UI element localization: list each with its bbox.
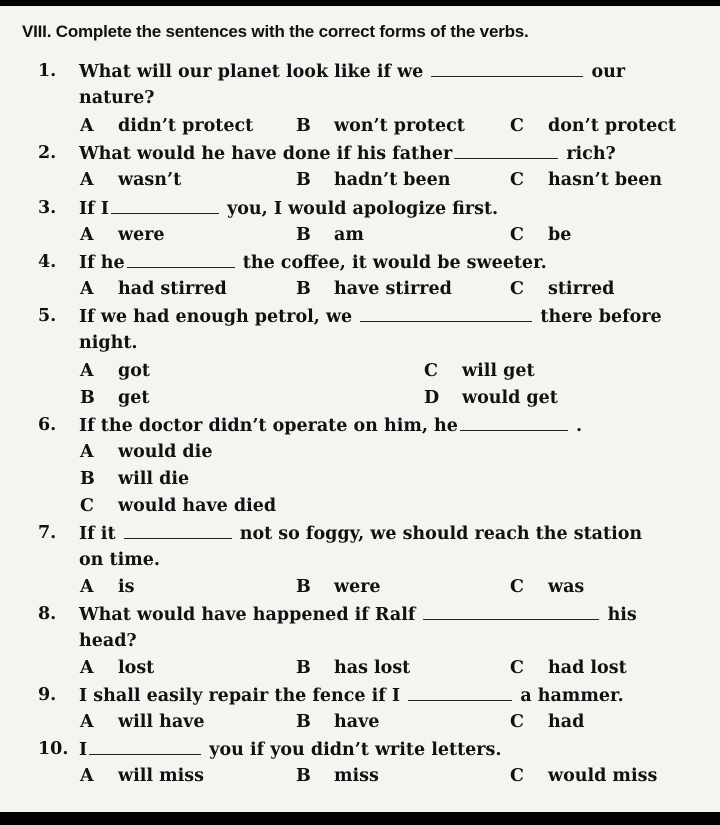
answer-blank[interactable]	[460, 412, 568, 431]
option-c[interactable]: C had lost	[510, 658, 627, 678]
question-text: What will our planet look like if we our	[79, 58, 625, 86]
option-b[interactable]: B were	[296, 577, 381, 597]
question-7-continuation: on time.	[79, 550, 160, 570]
question-3	[0, 195, 720, 222]
answer-blank[interactable]	[124, 520, 232, 539]
option-b[interactable]: B miss	[296, 766, 379, 786]
question-text: I you if you didn’t write letters.	[79, 736, 501, 764]
question-text: What would have happened if Ralf his	[79, 601, 637, 629]
options-6-b	[0, 466, 720, 493]
question-text: If it not so foggy, we should reach the station	[79, 520, 642, 548]
question-text: I shall easily repair the fence if I a hammer.	[79, 682, 624, 710]
question-number: 1.	[38, 61, 57, 81]
options-7	[0, 574, 720, 601]
answer-blank[interactable]	[408, 682, 512, 701]
question-8	[0, 601, 720, 628]
question-7	[0, 520, 720, 547]
option-c[interactable]: C don’t protect	[510, 116, 676, 136]
option-a[interactable]: A lost	[80, 658, 155, 678]
option-c[interactable]: C would miss	[510, 766, 658, 786]
option-a[interactable]: A will have	[80, 712, 205, 732]
options-9	[0, 709, 720, 736]
question-number: 9.	[38, 685, 57, 705]
worksheet-page	[0, 6, 720, 812]
option-a[interactable]: A had stirred	[80, 279, 227, 299]
option-a[interactable]: A would die	[80, 442, 213, 462]
question-9	[0, 682, 720, 709]
options-5-row-2	[0, 385, 720, 412]
question-8-continuation: head?	[79, 631, 137, 651]
options-6-a	[0, 439, 720, 466]
options-6-c	[0, 493, 720, 520]
question-5-continuation: night.	[79, 333, 138, 353]
option-c[interactable]: C stirred	[510, 279, 615, 299]
question-5	[0, 303, 720, 330]
option-b[interactable]: B has lost	[296, 658, 411, 678]
bottom-bar	[0, 812, 720, 825]
question-number: 7.	[38, 523, 57, 543]
question-text: If the doctor didn’t operate on him, he .	[79, 412, 582, 440]
question-1	[0, 58, 720, 85]
options-3	[0, 222, 720, 249]
question-number: 6.	[38, 415, 57, 435]
question-number: 2.	[38, 143, 57, 163]
option-b[interactable]: B will die	[80, 469, 190, 489]
answer-blank[interactable]	[111, 195, 219, 214]
question-6	[0, 412, 720, 439]
answer-blank[interactable]	[454, 140, 558, 159]
options-8	[0, 655, 720, 682]
question-1-continuation: nature?	[79, 88, 155, 108]
question-text: If I you, I would apologize first.	[79, 195, 498, 223]
options-10	[0, 763, 720, 790]
answer-blank[interactable]	[431, 58, 583, 77]
question-4	[0, 249, 720, 276]
option-a[interactable]: A will miss	[80, 766, 204, 786]
question-2	[0, 140, 720, 167]
question-number: 3.	[38, 198, 57, 218]
answer-blank[interactable]	[423, 601, 599, 620]
option-a[interactable]: A got	[80, 361, 150, 381]
option-c[interactable]: C will get	[424, 361, 535, 381]
options-1	[0, 113, 720, 140]
option-a[interactable]: A wasn’t	[80, 170, 182, 190]
options-2	[0, 167, 720, 194]
option-d[interactable]: D would get	[424, 388, 558, 408]
option-a[interactable]: A were	[80, 225, 165, 245]
answer-blank[interactable]	[89, 736, 201, 755]
question-number: 5.	[38, 306, 57, 326]
question-number: 10.	[38, 739, 69, 759]
option-c[interactable]: C had	[510, 712, 585, 732]
answer-blank[interactable]	[360, 303, 532, 322]
options-4	[0, 276, 720, 303]
question-text: If we had enough petrol, we there before	[79, 303, 662, 331]
answer-blank[interactable]	[127, 249, 235, 268]
option-b[interactable]: B won’t protect	[296, 116, 465, 136]
question-text: What would he have done if his father rich?	[79, 140, 616, 168]
option-c[interactable]: C be	[510, 225, 572, 245]
options-5-row-1	[0, 358, 720, 385]
option-a[interactable]: A didn’t protect	[80, 116, 254, 136]
option-b[interactable]: B hadn’t been	[296, 170, 451, 190]
question-10	[0, 736, 720, 763]
exercise-heading: VIII. Complete the sentences with the correct forms of the verbs.	[22, 22, 529, 41]
option-b[interactable]: B get	[80, 388, 150, 408]
option-b[interactable]: B am	[296, 225, 364, 245]
option-c[interactable]: C was	[510, 577, 585, 597]
question-text: If he the coffee, it would be sweeter.	[79, 249, 547, 277]
option-b[interactable]: B have stirred	[296, 279, 452, 299]
question-number: 8.	[38, 604, 57, 624]
option-b[interactable]: B have	[296, 712, 380, 732]
option-c[interactable]: C would have died	[80, 496, 277, 516]
option-a[interactable]: A is	[80, 577, 135, 597]
option-c[interactable]: C hasn’t been	[510, 170, 663, 190]
question-number: 4.	[38, 252, 57, 272]
